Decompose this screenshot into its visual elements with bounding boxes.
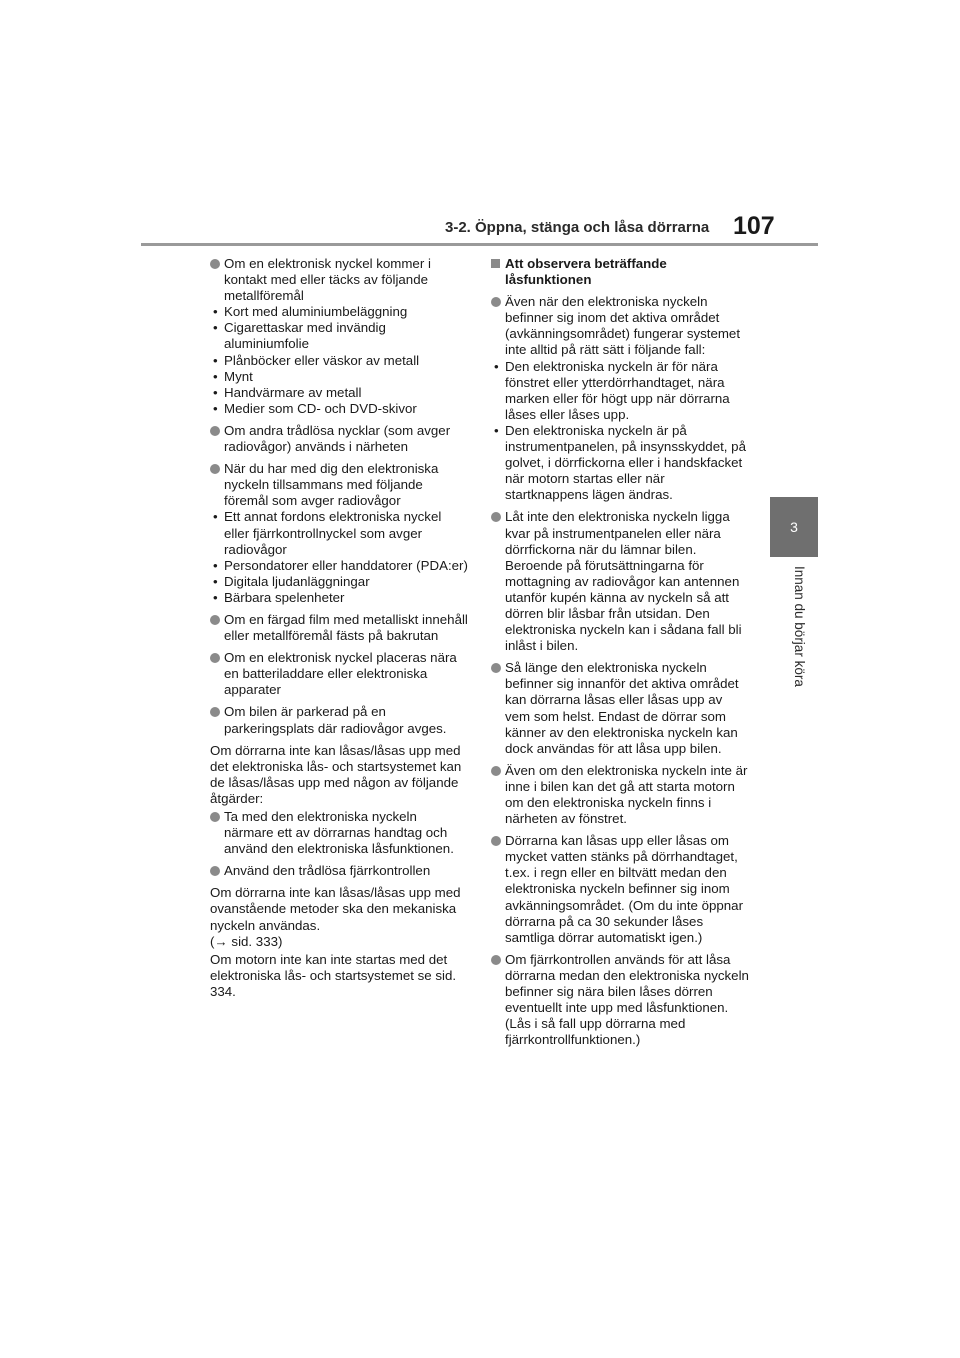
bullet-text: Om en elektronisk nyckel placeras nära en batteriladdare eller elektroniska apparater xyxy=(224,650,457,698)
bullet-circle-icon xyxy=(491,955,501,965)
bullet-text: Om en färgad film med metalliskt innehåll eller metallföremål fästs på bakrutan xyxy=(224,611,468,644)
bullet-circle-icon xyxy=(210,259,220,269)
sub-item: • Plånböcker eller väskor av metall xyxy=(210,353,468,369)
sub-item: • Den elektroniska nyckeln är för nära fönstret eller ytterdörrhandtaget, nära marken eller för högt upp när dörrarna låses eller låses upp. xyxy=(491,359,749,423)
left-column xyxy=(210,256,468,1002)
bullet-text: Dörrarna kan låsas upp eller låsas om mycket vatten stänks på dörrhandtaget, t.ex. i regn eller en biltvätt medan den elektroniska nyckeln befinner sig inom avkänningsområdet. (Om du inte öppnar dörrarna på ca 30 sekunder låses samtliga dörrar automatiskt igen.) xyxy=(505,833,743,945)
sub-item: • Persondatorer eller handdatorer (PDA:er) xyxy=(210,558,468,574)
chapter-label: Innan du börjar köra xyxy=(792,566,807,687)
header-rule xyxy=(141,243,818,246)
list-item xyxy=(210,612,468,644)
chapter-number: 3 xyxy=(790,519,798,535)
list-item xyxy=(491,294,749,503)
section-title: 3-2. Öppna, stänga och låsa dörrarna xyxy=(445,219,710,236)
bullet-circle-icon xyxy=(210,866,220,876)
sub-item: • Mynt xyxy=(210,369,468,385)
bullet-circle-icon xyxy=(491,297,501,307)
right-column xyxy=(491,256,749,1054)
sub-item: • Bärbara spelenheter xyxy=(210,590,468,606)
bullet-text: Om andra trådlösa nycklar (som avger radiovågor) används i närheten xyxy=(224,422,451,455)
bullet-circle-icon xyxy=(210,653,220,663)
sub-item: • Medier som CD- och DVD-skivor xyxy=(210,401,468,417)
sub-item: • Ett annat fordons elektroniska nyckel eller fjärrkontrollnyckel som avger radiovågor xyxy=(210,509,468,557)
sub-item: • Handvärmare av metall xyxy=(210,385,468,401)
bullet-text: Även om den elektroniska nyckeln inte är inne i bilen kan det gå att starta motorn om den elektroniska nyckeln finns i närheten av fönstret. xyxy=(505,762,748,827)
list-item xyxy=(210,256,468,417)
page-reference: (→ sid. 333) xyxy=(210,933,283,949)
bullet-circle-icon xyxy=(491,836,501,846)
bullet-text: Om fjärrkontrollen används för att låsa dörrarna medan den elektroniska nyckeln befinner sig nära bilen låses dörren eventuellt inte upp med låsfunktionen. (Lås i så fall upp dörrarna med fjärrkontrollfunktionen.) xyxy=(505,951,749,1048)
bullet-text: Om bilen är parkerad på en parkeringsplats där radiovågor avges. xyxy=(224,704,447,736)
bullet-circle-icon xyxy=(210,812,220,822)
list-item xyxy=(491,833,749,946)
bullet-text: Även när den elektroniska nyckeln befinner sig inom det aktiva området (avkänningsområdet) fungerar systemet inte alltid på rätt sätt i följande fall: xyxy=(505,294,741,358)
sub-list xyxy=(491,359,749,504)
square-bullet-icon xyxy=(491,259,500,268)
sub-item: • Den elektroniska nyckeln är på instrumentpanelen, på insynsskyddet, på golvet, i dörrfickorna eller i handskfacket när motorn startas eller när startknappens lägen ändras. xyxy=(491,423,749,503)
list-item xyxy=(210,704,468,736)
sub-item: • Cigarettaskar med invändig aluminiumfolie xyxy=(210,320,468,352)
bullet-text: Använd den trådlösa fjärrkontrollen xyxy=(224,863,431,879)
list-item xyxy=(491,509,749,654)
list-item xyxy=(210,423,468,455)
page-number: 107 xyxy=(733,212,775,240)
bullet-text: När du har med dig den elektroniska nyckeln tillsammans med följande föremål som avger radiovågor xyxy=(224,461,439,509)
paragraph-text: Om dörrarna inte kan låsas/låsas upp med ovanstående metoder ska den mekaniska nyckeln användas. xyxy=(210,885,461,933)
bullet-circle-icon xyxy=(491,766,501,776)
section-heading xyxy=(491,256,749,288)
paragraph xyxy=(210,885,468,949)
sub-list xyxy=(210,509,468,606)
sub-item: • Kort med aluminiumbeläggning xyxy=(210,304,468,320)
list-item xyxy=(210,863,468,879)
paragraph: Om motorn inte kan inte startas med det elektroniska lås- och startsystemet se sid. 334. xyxy=(210,951,457,999)
bullet-circle-icon xyxy=(210,615,220,625)
list-item xyxy=(491,952,749,1049)
bullet-text: Låt inte den elektroniska nyckeln ligga kvar på instrumentpanelen eller nära dörrfickorna när du lämnar bilen. Beroende på förutsättningarna för mottagning av radiovågor kan antennen utanför kupén känna av nyckeln så att dörren blir låsbar från utsidan. Den elektroniska nyckeln kan i sådana fall bli inlåst i bilen. xyxy=(505,509,742,654)
bullet-circle-icon xyxy=(491,663,501,673)
list-item xyxy=(491,660,749,757)
bullet-circle-icon xyxy=(210,464,220,474)
list-item xyxy=(210,650,468,698)
chapter-tab xyxy=(770,497,818,557)
bullet-text: Ta med den elektroniska nyckeln närmare ett av dörrarnas handtag och använd den elektroniska låsfunktionen. xyxy=(224,809,454,857)
heading-text: Att observera beträffande låsfunktionen xyxy=(505,256,667,288)
list-item xyxy=(210,461,468,606)
bullet-circle-icon xyxy=(491,512,501,522)
bullet-circle-icon xyxy=(210,707,220,717)
sub-list xyxy=(210,304,468,417)
list-item xyxy=(210,809,468,857)
bullet-text: Så länge den elektroniska nyckeln befinner sig innanför det aktiva området kan dörrarna låsas eller låsas upp av vem som helst. Endast de dörrar som känner av den elektroniska nyckeln kan dock användas för att låsa upp bilen. xyxy=(505,660,739,756)
paragraph: Om dörrarna inte kan låsas/låsas upp med det elektroniska lås- och startsystemet kan de låsas/låsas upp med någon av följande åtgärder: xyxy=(210,742,462,806)
bullet-circle-icon xyxy=(210,426,220,436)
list-item xyxy=(491,763,749,827)
bullet-text: Om en elektronisk nyckel kommer i kontakt med eller täcks av följande metallföremål xyxy=(224,256,431,304)
sub-item: • Digitala ljudanläggningar xyxy=(210,574,468,590)
